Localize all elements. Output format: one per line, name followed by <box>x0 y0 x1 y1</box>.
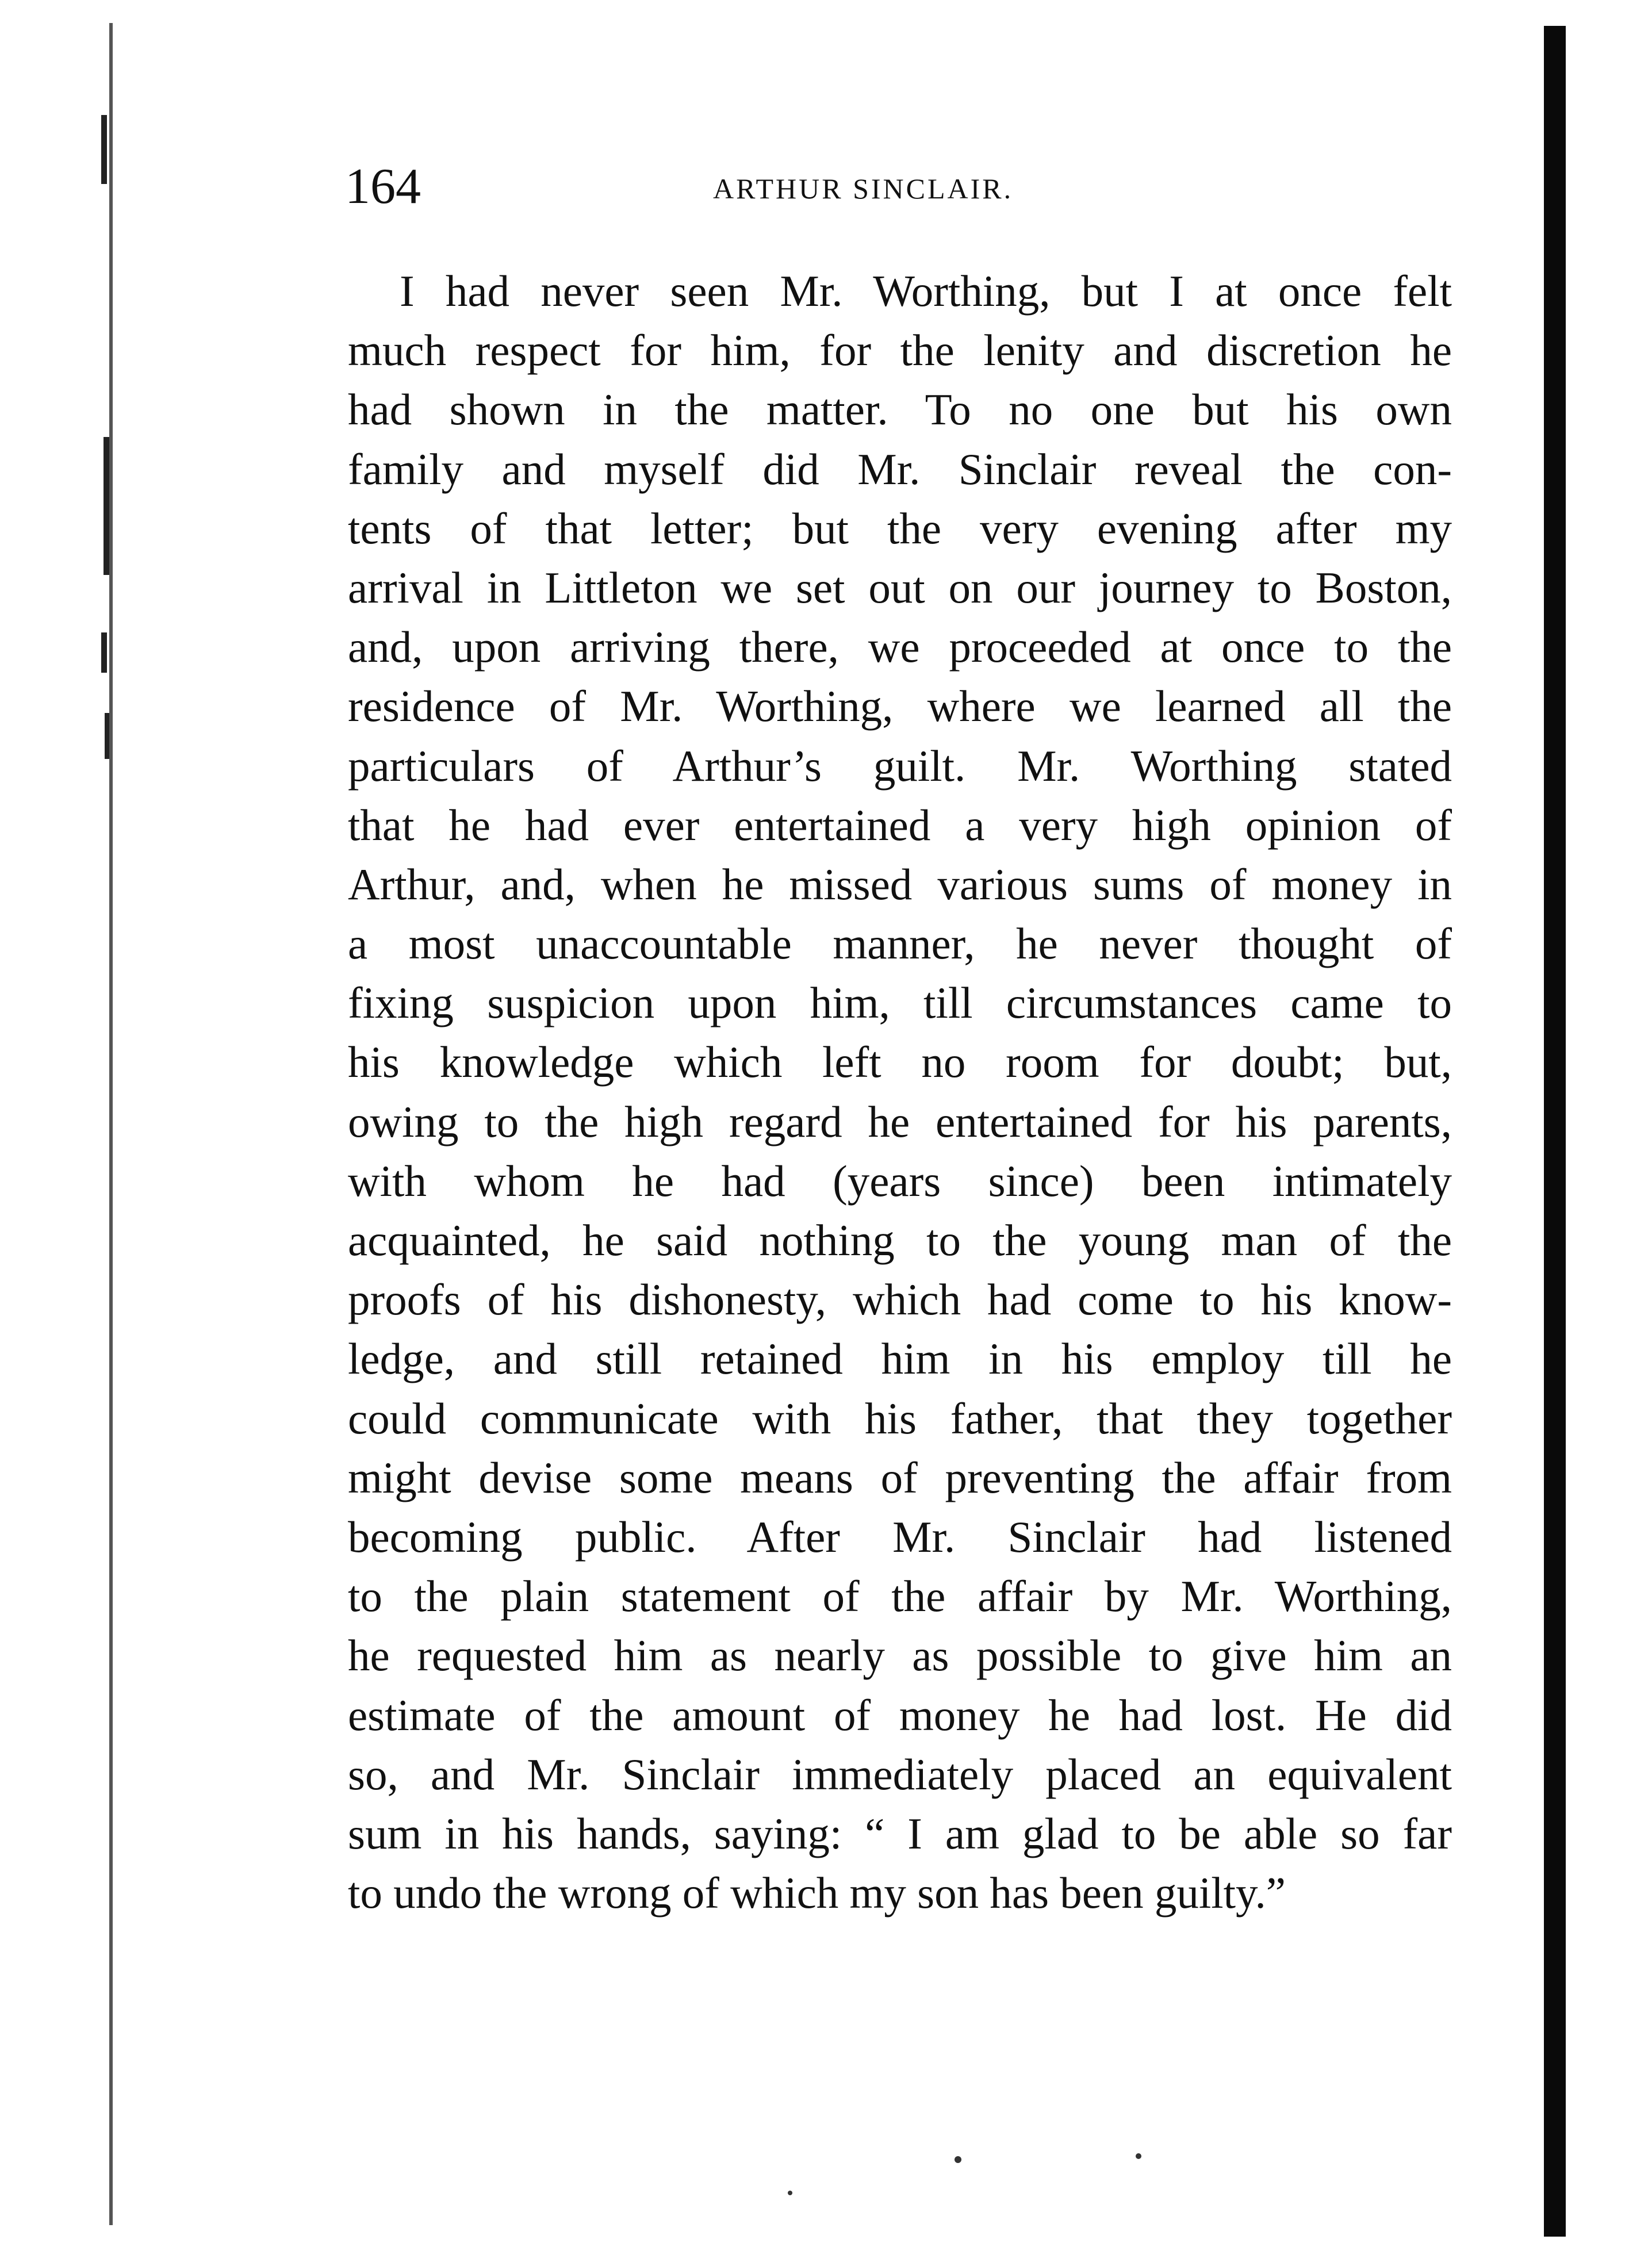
text-line: proofs of his dishonesty, which had come to his know- <box>348 1275 1452 1325</box>
scan-speck <box>1136 2153 1141 2159</box>
text-line: tents of that letter; but the very evening after my <box>348 503 1452 553</box>
scan-gutter-mark <box>101 115 107 184</box>
text-line: his knowledge which left no room for doubt; but, <box>348 1037 1452 1087</box>
scan-edge-bar <box>1544 26 1566 2237</box>
text-line: with whom he had (years since) been intimately <box>348 1156 1452 1206</box>
scan-gutter-mark <box>101 632 107 673</box>
text-line: that he had ever entertained a very high opinion of <box>348 800 1452 850</box>
text-line: arrival in Littleton we set out on our journey to Boston, <box>348 562 1452 612</box>
text-line: to the plain statement of the affair by Mr. Worthing, <box>348 1571 1452 1621</box>
text-line: family and myself did Mr. Sinclair reveal the con- <box>348 444 1452 494</box>
text-line: and, upon arriving there, we proceeded at once to the <box>348 622 1452 672</box>
text-line: particulars of Arthur’s guilt. Mr. Worthing stated <box>348 741 1452 791</box>
text-line: acquainted, he said nothing to the young man of the <box>348 1215 1452 1265</box>
text-line: Arthur, and, when he missed various sums of money in <box>348 859 1452 909</box>
text-line: to undo the wrong of which my son has been guilty.” <box>348 1868 1286 1918</box>
scan-gutter-line <box>109 23 113 2225</box>
page-header <box>345 155 1466 218</box>
text-line: ledge, and still retained him in his employ till he <box>348 1334 1452 1384</box>
body-text <box>348 262 1452 1923</box>
text-line: becoming public. After Mr. Sinclair had listened <box>348 1512 1452 1562</box>
text-line: might devise some means of preventing the affair from <box>348 1452 1452 1502</box>
scan-gutter-mark <box>104 437 109 575</box>
text-line: residence of Mr. Worthing, where we learned all the <box>348 681 1452 731</box>
text-line: I had never seen Mr. Worthing, but I at once felt <box>400 266 1452 316</box>
page-number: 164 <box>345 159 421 214</box>
text-line: could communicate with his father, that they together <box>348 1393 1452 1443</box>
text-line: so, and Mr. Sinclair immediately placed an equivalent <box>348 1749 1452 1799</box>
text-line: owing to the high regard he entertained for his parents, <box>348 1096 1452 1146</box>
text-line: had shown in the matter. To no one but his own <box>348 385 1452 435</box>
text-line: fixing suspicion upon him, till circumstances came to <box>348 978 1452 1028</box>
scan-speck <box>788 2191 792 2195</box>
text-line: much respect for him, for the lenity and discretion he <box>348 325 1452 375</box>
scan-speck <box>955 2156 961 2163</box>
text-line: a most unaccountable manner, he never thought of <box>348 919 1452 969</box>
text-line: estimate of the amount of money he had lost. He did <box>348 1690 1452 1740</box>
text-line: he requested him as nearly as possible to give him an <box>348 1631 1452 1681</box>
running-title: ARTHUR SINCLAIR. <box>713 172 1014 205</box>
text-line: sum in his hands, saying: “ I am glad to be able so far <box>348 1808 1452 1858</box>
scan-gutter-mark <box>105 713 109 759</box>
